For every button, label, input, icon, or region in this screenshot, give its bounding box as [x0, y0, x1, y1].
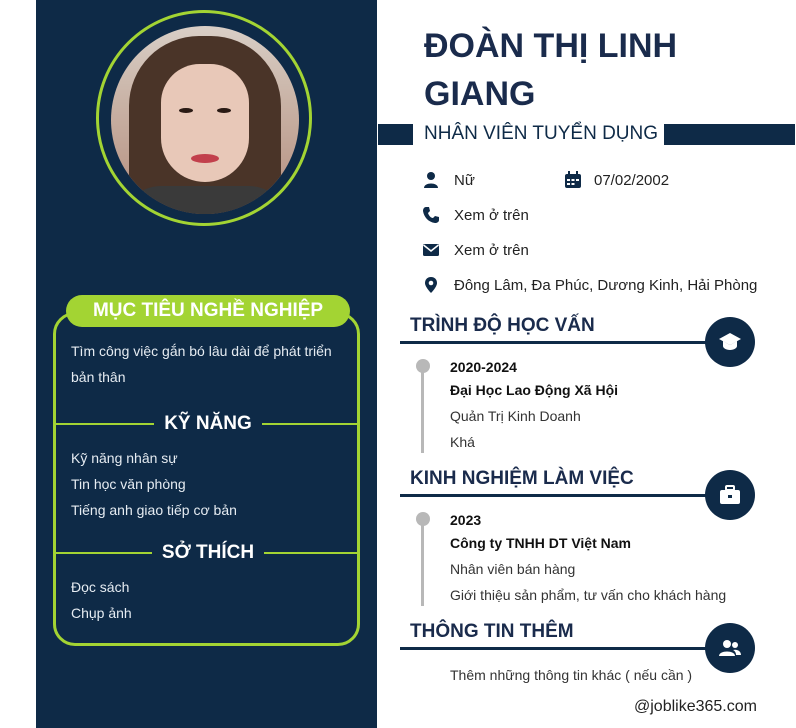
education-timeline-dot: [416, 359, 430, 373]
education-school: Đại Học Lao Động Xã Hội: [450, 382, 619, 398]
dob-value: 07/02/2002: [594, 172, 670, 189]
skills-list: [71, 445, 237, 523]
address-value: Đông Lâm, Đa Phúc, Dương Kinh, Hải Phòng: [454, 277, 758, 294]
calendar-icon: [564, 171, 582, 189]
phone-value: Xem ở trên: [454, 207, 529, 224]
experience-timeline: [421, 520, 424, 606]
skill-item: Tiếng anh giao tiếp cơ bản: [71, 502, 237, 518]
experience-title: KINH NGHIỆM LÀM VIỆC: [410, 468, 634, 489]
skills-heading: [56, 411, 360, 437]
users-icon: [705, 623, 755, 673]
extra-text: Thêm những thông tin khác ( nếu cần ): [450, 667, 693, 683]
education-timeline: [421, 367, 424, 453]
experience-description: Giới thiệu sản phẩm, tư vấn cho khách hàng: [450, 587, 727, 603]
avatar: [111, 26, 299, 214]
extra-title: THÔNG TIN THÊM: [410, 621, 574, 642]
location-icon: [422, 276, 440, 294]
education-title: TRÌNH ĐỘ HỌC VẤN: [410, 315, 595, 336]
experience-underline: [400, 494, 720, 497]
hobby-item: Chụp ảnh: [71, 605, 132, 621]
email-icon: [422, 241, 440, 259]
education-period: 2020-2024: [450, 359, 517, 375]
role-bar-left: [378, 124, 413, 145]
job-title: NHÂN VIÊN TUYỂN DỤNG: [424, 123, 659, 144]
experience-timeline-dot: [416, 512, 430, 526]
skills-title: KỸ NĂNG: [154, 413, 262, 434]
education-grade: Khá: [450, 434, 475, 450]
skill-item: Kỹ năng nhân sự: [71, 450, 178, 466]
objective-title: MỤC TIÊU NGHỀ NGHIỆP: [66, 295, 350, 327]
hobby-item: Đọc sách: [71, 579, 130, 595]
education-major: Quản Trị Kinh Doanh: [450, 408, 581, 424]
footer-watermark: @joblike365.com: [634, 698, 757, 715]
experience-year: 2023: [450, 512, 482, 528]
hobbies-title: SỞ THÍCH: [152, 542, 264, 563]
experience-entry: [450, 509, 726, 608]
education-underline: [400, 341, 720, 344]
candidate-name: ĐOÀN THỊ LINH GIANG: [424, 27, 678, 113]
skill-item: Tin học văn phòng: [71, 476, 186, 492]
role-bar-right: [664, 124, 795, 145]
email-value: Xem ở trên: [454, 242, 529, 259]
user-icon: [422, 171, 440, 189]
objective-text: Tìm công việc gắn bó lâu dài để phát triển bản thân: [71, 343, 332, 385]
extra-underline: [400, 647, 720, 650]
education-entry: [450, 356, 618, 455]
hobbies-list: [71, 574, 132, 626]
graduation-cap-icon: [705, 317, 755, 367]
gender-value: Nữ: [454, 172, 475, 189]
experience-company: Công ty TNHH DT Việt Nam: [450, 535, 631, 551]
hobbies-heading: [56, 540, 360, 566]
experience-position: Nhân viên bán hàng: [450, 561, 576, 577]
phone-icon: [422, 206, 440, 224]
